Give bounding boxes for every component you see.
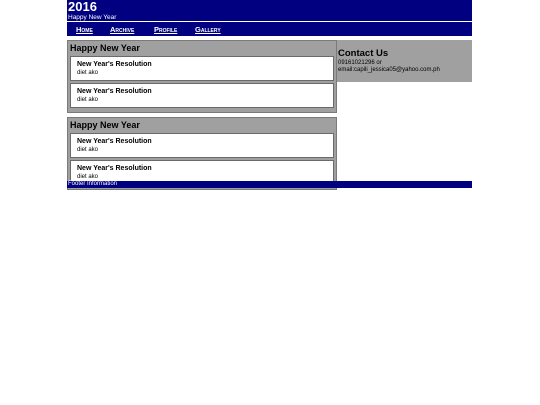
post-title: Happy New Year [70,120,140,130]
post-section [67,117,337,190]
footer-text: Footer Information [68,181,118,187]
contact-email: email:capili_jessica05@yahoo.com.ph [338,67,440,73]
site-footer [67,181,472,188]
main-content [67,40,337,194]
site-title: 2016 [68,0,97,14]
nav-profile-link[interactable]: Profile [154,25,178,34]
entry-card [70,56,334,81]
site-header [67,0,472,21]
contact-title: Contact Us [338,48,389,59]
entry-title: New Year's Resolution [77,61,152,68]
entry-text: diet ako [77,70,99,76]
post-section [67,40,337,113]
nav-bar [67,22,472,36]
entry-title: New Year's Resolution [77,165,152,172]
entry-title: New Year's Resolution [77,88,152,95]
site-subtitle: Happy New Year [68,14,117,21]
entry-title: New Year's Resolution [77,138,152,145]
contact-sidebar [337,40,472,82]
entry-text: diet ako [77,147,99,153]
nav-archive-link[interactable]: Archive [110,25,135,34]
post-title: Happy New Year [70,43,140,53]
nav-home-link[interactable]: Home [76,25,93,34]
entry-card [70,133,334,158]
contact-phone: 09161021296 or [338,60,382,66]
entry-text: diet ako [77,97,99,103]
nav-gallery-link[interactable]: Gallery [195,25,221,34]
entry-text: diet ako [77,174,99,180]
page-wrapper [67,0,472,187]
entry-card [70,83,334,108]
